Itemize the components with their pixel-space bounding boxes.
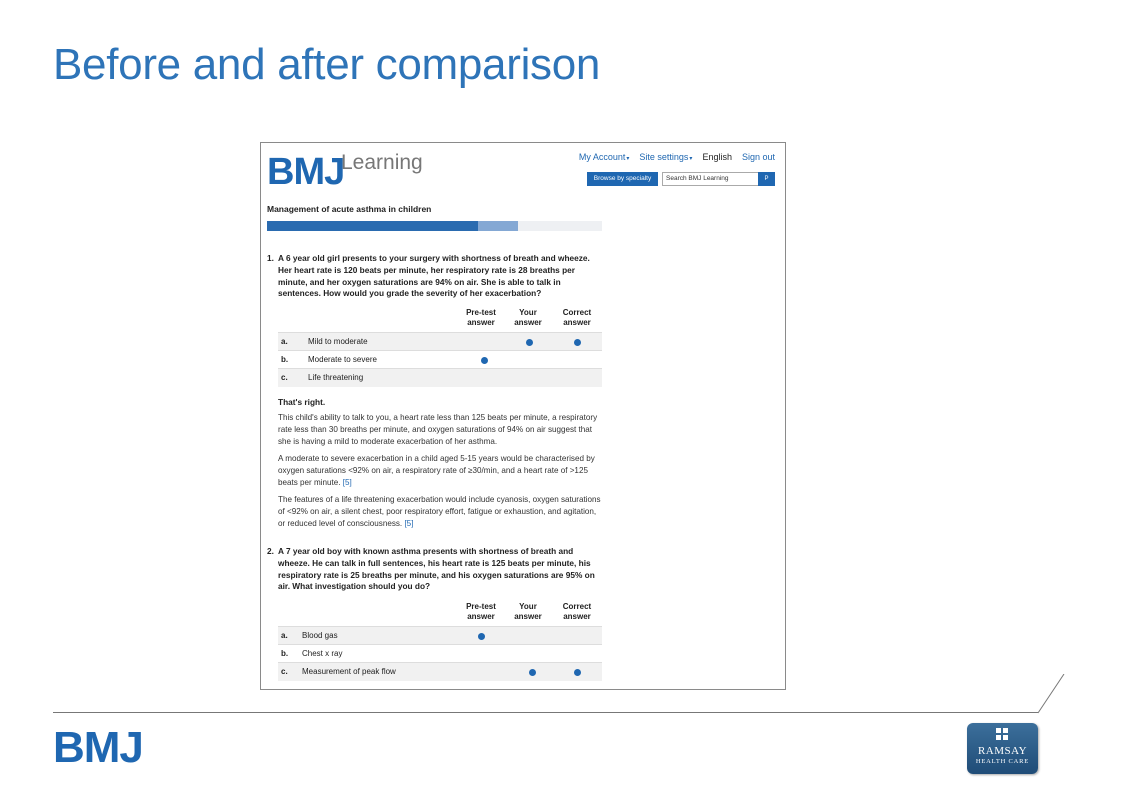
- question-1: [267, 253, 604, 300]
- pretest-answer-dot: [478, 633, 485, 640]
- answer-row-q2-a[interactable]: [278, 626, 602, 645]
- feedback-paragraph-3: [278, 494, 604, 529]
- answer-text: Mild to moderate: [308, 337, 368, 346]
- col-pretest-header: Pre-test answer: [466, 602, 496, 621]
- search-button[interactable]: P: [758, 172, 775, 186]
- my-account-label: My Account: [578, 152, 626, 162]
- bmj-learning-logo[interactable]: BMJ: [267, 151, 345, 193]
- language-selector[interactable]: English: [702, 152, 732, 162]
- answer-text: Blood gas: [302, 631, 338, 640]
- sign-out-link[interactable]: Sign out: [741, 152, 775, 162]
- slide-title: Before and after comparison: [53, 40, 601, 89]
- reference-link[interactable]: [5]: [404, 518, 414, 528]
- col-correct-header: Correct answer: [562, 308, 592, 327]
- correct-answer-dot: [574, 669, 581, 676]
- feedback-paragraph-2: [278, 453, 604, 488]
- ramsay-health-care-logo: [967, 723, 1038, 774]
- bmj-footer-logo: BMJ: [53, 723, 143, 772]
- footer-divider: [53, 712, 1038, 713]
- feedback-paragraph-1: This child's ability to talk to you, a heart rate less than 125 beats per minute, a respiratory rate less than 30 breaths per minute, and oxygen saturations of 94% on air suggest that she is having a mild to moderate exacerbation of her asthma.: [278, 413, 598, 446]
- browse-by-specialty-button[interactable]: Browse by specialty: [587, 172, 658, 186]
- progress-fill-complete: [267, 221, 478, 231]
- footer-divider-slash: [1038, 674, 1066, 714]
- answer-letter: b.: [281, 649, 289, 658]
- feedback-text: A moderate to severe exacerbation in a child aged 5-15 years would be characterised by oxygen saturations <92% on air, a respiratory rate of ≥30/min, and a heart rate of >125 beats per minute.: [278, 454, 595, 487]
- answer-row-q2-b[interactable]: [278, 644, 602, 663]
- search-input[interactable]: Search BMJ Learning: [662, 172, 761, 186]
- col-pretest-header: Pre-test answer: [466, 308, 496, 327]
- answer-letter: c.: [281, 667, 288, 676]
- module-title: Management of acute asthma in children: [267, 204, 432, 214]
- question-number: 1.: [267, 253, 274, 263]
- feedback-heading: That's right.: [278, 397, 326, 407]
- question-text: A 7 year old boy with known asthma presents with shortness of breath and wheeze. He can talk in full sentences, his heart rate is 125 beats per minute, his respiratory rate is 25 breaths per minute, and his oxygen saturations are 95% on air. What investigation should you do?: [278, 546, 595, 592]
- ramsay-name: RAMSAY: [977, 745, 1028, 757]
- my-account-link[interactable]: [579, 152, 630, 162]
- answer-text: Life threatening: [308, 373, 364, 382]
- answer-row-q1-a[interactable]: [278, 332, 602, 351]
- col-your-header: Your answer: [514, 602, 542, 621]
- your-answer-dot: [529, 669, 536, 676]
- answer-letter: a.: [281, 337, 288, 346]
- col-correct-header: Correct answer: [562, 602, 592, 621]
- answer-row-q1-b[interactable]: [278, 350, 602, 369]
- answer-row-q2-c[interactable]: [278, 662, 602, 681]
- answer-text: Measurement of peak flow: [302, 667, 396, 676]
- answer-row-q1-c[interactable]: [278, 368, 602, 387]
- answer-text: Chest x ray: [302, 649, 343, 658]
- top-nav: [579, 152, 775, 162]
- caret-down-icon: ▾: [689, 156, 693, 162]
- answer-letter: c.: [281, 373, 288, 382]
- progress-bar: [267, 221, 602, 231]
- col-your-header: Your answer: [514, 308, 542, 327]
- ramsay-subtitle: HEALTH CARE: [975, 758, 1030, 765]
- answer-text: Moderate to severe: [308, 355, 377, 364]
- answer-letter: a.: [281, 631, 288, 640]
- question-number: 2.: [267, 546, 274, 556]
- correct-answer-dot: [574, 339, 581, 346]
- question-text: A 6 year old girl presents to your surgery with shortness of breath and wheeze. Her heart rate is 120 beats per minute, her respiratory rate is 28 breaths per minute, and her oxygen saturations are 94% on air. She is able to talk in sentences. How would you grade the severity of her exacerbation?: [278, 253, 590, 299]
- site-settings-link[interactable]: [639, 152, 692, 162]
- pretest-answer-dot: [481, 357, 488, 364]
- bmj-learning-screenshot: [260, 142, 786, 690]
- answer-letter: b.: [281, 355, 289, 364]
- learning-wordmark: Learning: [341, 151, 423, 174]
- progress-fill-partial: [478, 221, 518, 231]
- site-settings-label: Site settings: [639, 152, 689, 162]
- your-answer-dot: [526, 339, 533, 346]
- reference-link[interactable]: [5]: [342, 477, 352, 487]
- caret-down-icon: ▾: [626, 156, 630, 162]
- feedback-text: The features of a life threatening exacerbation would include cyanosis, oxygen saturations of <92% on air, a silent chest, poor respiratory effort, fatigue or exhaustion, and agitation, or reduced level of consciousness.: [278, 495, 601, 528]
- question-2: [267, 546, 604, 593]
- ramsay-emblem-icon: [996, 728, 1008, 740]
